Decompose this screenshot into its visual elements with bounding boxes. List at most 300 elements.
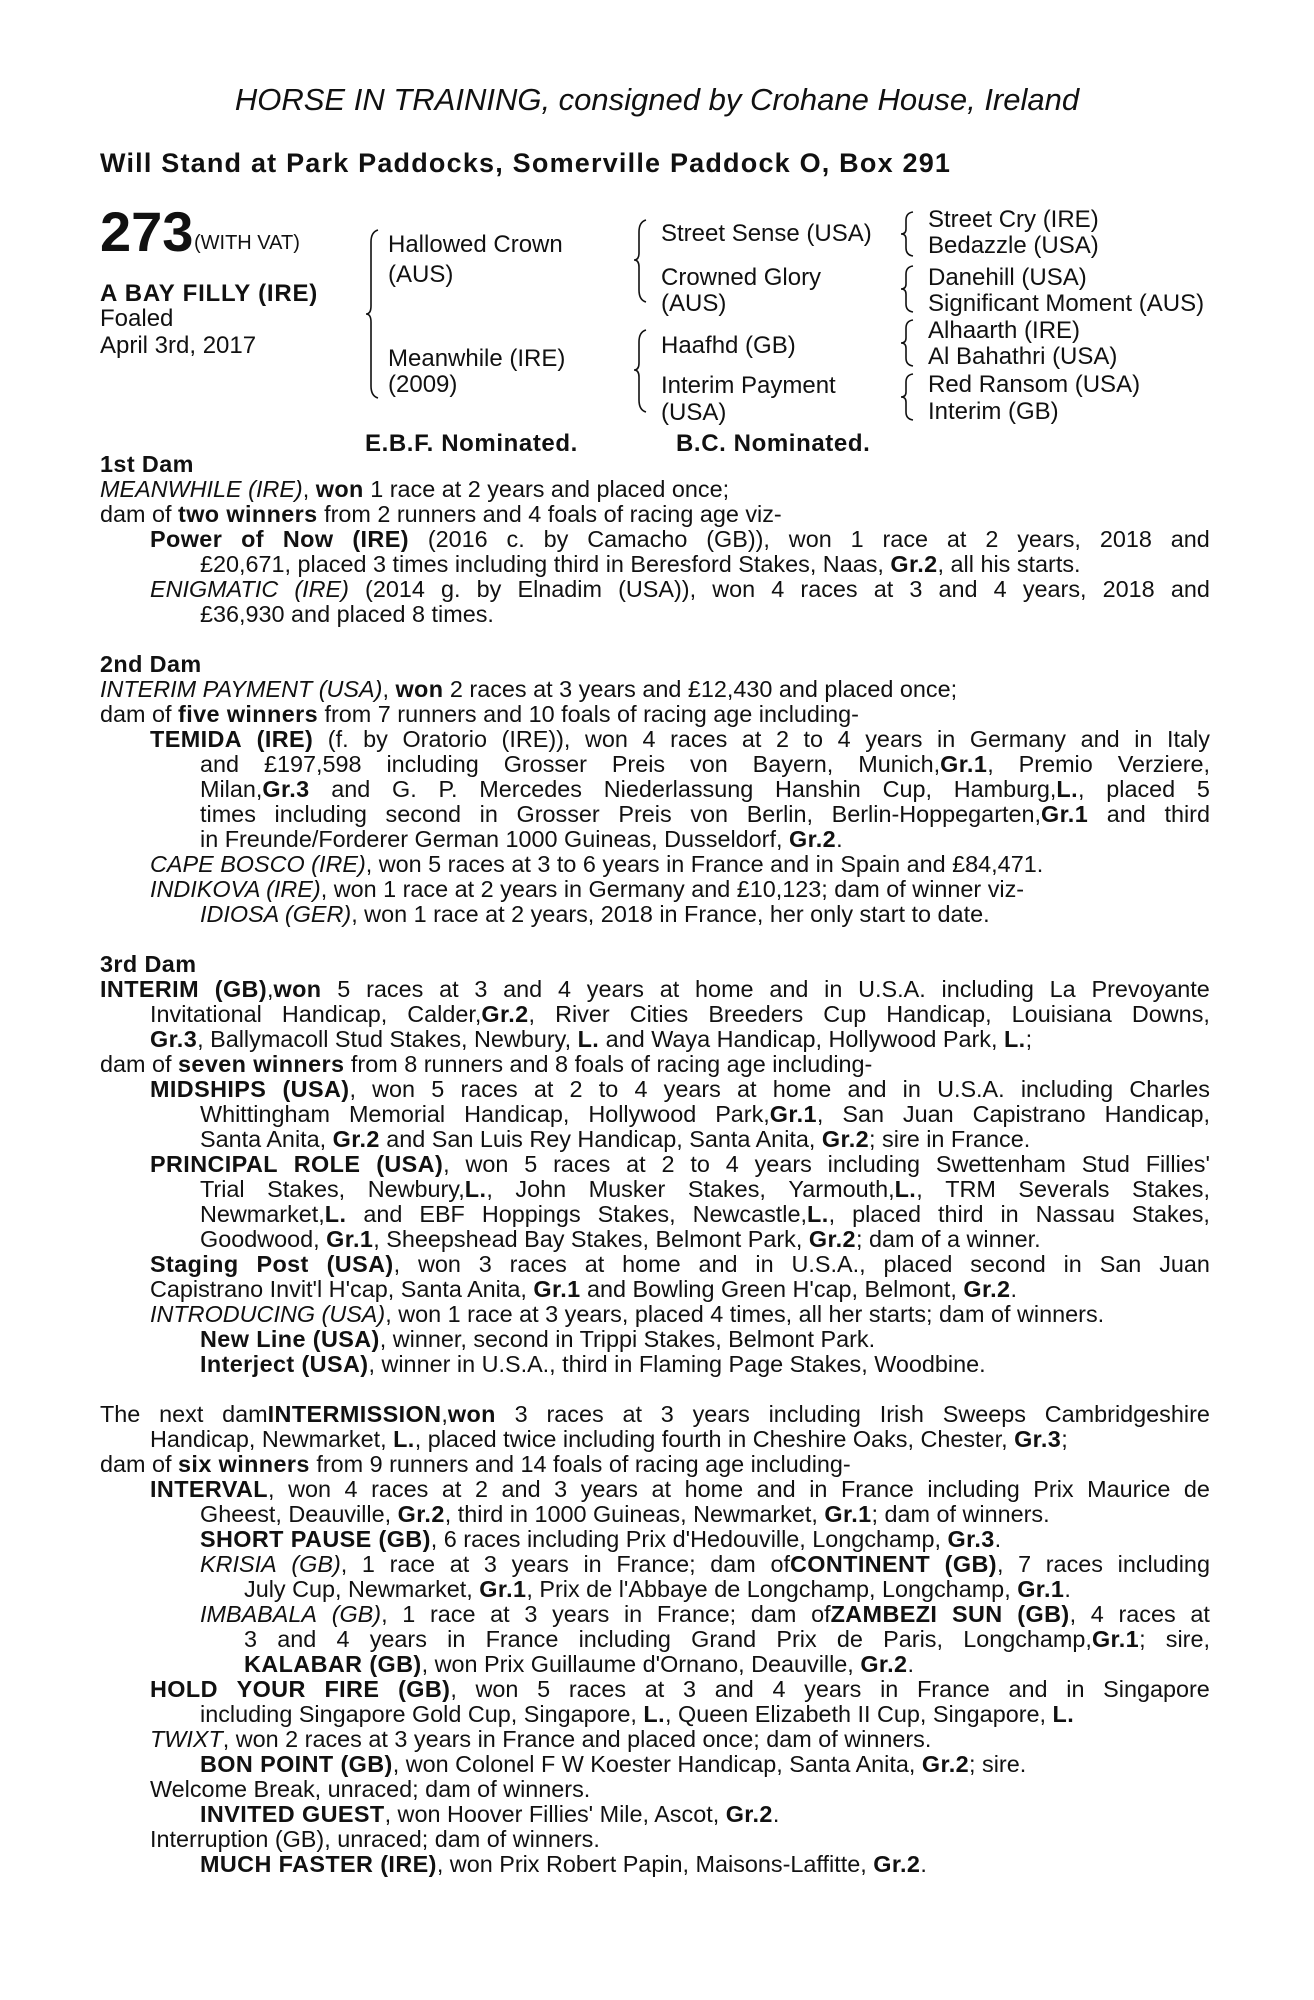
text-line bbox=[100, 977, 1210, 1003]
text-word: at bbox=[659, 976, 680, 1002]
text-word: 2 bbox=[985, 526, 999, 552]
word-group bbox=[770, 1552, 930, 1578]
word-group bbox=[792, 1252, 866, 1278]
text-word: at bbox=[490, 1601, 510, 1627]
word-group bbox=[851, 527, 864, 553]
text-word: , bbox=[916, 1176, 923, 1202]
text-word: won bbox=[584, 726, 628, 752]
word-group bbox=[788, 1177, 922, 1203]
text-word: 1 bbox=[402, 1601, 416, 1627]
word-group bbox=[598, 1202, 676, 1228]
word-group bbox=[363, 727, 388, 753]
text-line bbox=[100, 477, 1210, 503]
text-word: Stakes, bbox=[267, 1176, 346, 1202]
text-word: Cup bbox=[823, 1001, 867, 1027]
word-group bbox=[291, 1552, 347, 1578]
word-group bbox=[583, 1552, 601, 1578]
text-word: home bbox=[622, 1251, 681, 1277]
word-group bbox=[370, 1627, 427, 1653]
foaled-label: Foaled bbox=[100, 305, 174, 332]
text-run: and San Luis Rey Handicap, Santa Anita, bbox=[379, 1126, 822, 1152]
word-group bbox=[1018, 1177, 1109, 1203]
text-word: Cup, bbox=[882, 776, 932, 802]
text-word: Paris, bbox=[883, 1626, 943, 1652]
text-word: (IRE) bbox=[352, 526, 409, 552]
word-group bbox=[215, 977, 322, 1003]
text-run: , third in 1000 Guineas, Newmarket, bbox=[444, 1501, 825, 1527]
word-group bbox=[1066, 1677, 1084, 1703]
text-word: (USA)), bbox=[618, 576, 697, 602]
word-group bbox=[159, 1402, 203, 1428]
word-group bbox=[757, 1477, 796, 1503]
text-word: Prix bbox=[1033, 1476, 1074, 1502]
word-group bbox=[1118, 1602, 1175, 1628]
word-group bbox=[883, 1252, 952, 1278]
bold-text: won bbox=[395, 676, 444, 702]
text-word: , bbox=[381, 1601, 388, 1627]
text-word: at bbox=[644, 1676, 665, 1702]
word-group bbox=[479, 1252, 492, 1278]
text-word: TRM bbox=[945, 1176, 996, 1202]
bold-text: Gr.1 bbox=[1017, 1576, 1065, 1602]
word-group bbox=[1171, 527, 1210, 553]
text-word: won bbox=[788, 526, 832, 552]
word-group bbox=[257, 727, 314, 753]
sire-dam-line2: (AUS) bbox=[661, 290, 727, 317]
text-word: , bbox=[340, 1551, 348, 1577]
word-group bbox=[581, 1477, 638, 1503]
text-word: Singapore bbox=[1103, 1676, 1210, 1702]
text-word: Hanshin bbox=[775, 776, 861, 802]
text-line bbox=[200, 1227, 1210, 1253]
text-word: years bbox=[754, 1151, 812, 1177]
text-word: including bbox=[941, 976, 1034, 1002]
word-group bbox=[858, 977, 926, 1003]
text-line bbox=[150, 1002, 1210, 1028]
italic-text: INTERIM PAYMENT (USA) bbox=[100, 676, 383, 702]
text-word: The bbox=[100, 1401, 141, 1427]
text-run: Gheest, Deauville, bbox=[200, 1501, 398, 1527]
word-group bbox=[715, 1677, 754, 1703]
text-line bbox=[100, 1052, 1210, 1078]
text-word: and bbox=[363, 1201, 403, 1227]
text-word: HOLD bbox=[150, 1676, 218, 1702]
text-word: Handicap, bbox=[1104, 1101, 1210, 1127]
text-word: Sweeps bbox=[942, 1401, 1026, 1427]
text-word: (f. bbox=[327, 726, 349, 752]
text-word: and bbox=[938, 576, 978, 602]
word-group bbox=[1000, 1202, 1018, 1228]
text-word: Musker bbox=[588, 1176, 666, 1202]
text-word: (GB) bbox=[398, 1676, 451, 1702]
word-group bbox=[222, 1402, 496, 1428]
word-group bbox=[841, 1477, 914, 1503]
text-word: ENIGMATIC bbox=[150, 576, 279, 602]
word-group bbox=[1045, 1402, 1210, 1428]
text-word: L. bbox=[807, 1201, 829, 1227]
word-group bbox=[710, 1552, 756, 1578]
text-word: including bbox=[768, 1401, 861, 1427]
word-group bbox=[626, 1152, 646, 1178]
word-group bbox=[726, 1152, 739, 1178]
word-group bbox=[1082, 1152, 1130, 1178]
word-group bbox=[690, 752, 728, 778]
word-group bbox=[267, 1177, 345, 1203]
text-word: L. bbox=[1056, 776, 1079, 802]
word-group bbox=[883, 777, 932, 803]
text-word: in bbox=[937, 726, 956, 752]
bold-text: Gr.1 bbox=[326, 1226, 374, 1252]
word-group bbox=[664, 1077, 721, 1103]
word-group bbox=[1164, 802, 1210, 828]
word-group bbox=[695, 977, 754, 1003]
text-word: (USA) bbox=[326, 1251, 394, 1277]
text-word: race bbox=[389, 1551, 436, 1577]
sss: Street Cry (IRE) bbox=[928, 206, 1099, 233]
word-group bbox=[1087, 1477, 1170, 1503]
text-word: Handicap, bbox=[464, 1101, 570, 1127]
text-word: (2014 bbox=[365, 576, 425, 602]
word-group bbox=[398, 1677, 457, 1703]
text-word: dam bbox=[222, 1401, 268, 1427]
text-word: in bbox=[583, 1551, 602, 1577]
text-word: Elnadim bbox=[517, 576, 602, 602]
ebf-nomination: E.B.F. Nominated. bbox=[365, 430, 578, 457]
text-word: including bbox=[1117, 1551, 1210, 1577]
text-run: in Freunde/Forderer German 1000 Guineas, Dusseldorf, bbox=[200, 826, 789, 852]
text-word: in bbox=[447, 1626, 466, 1652]
text-word: 4 bbox=[336, 1626, 350, 1652]
text-line bbox=[200, 1752, 1210, 1778]
word-group bbox=[477, 577, 502, 603]
bold-text: 2nd Dam bbox=[100, 651, 202, 677]
text-word: INTERIM bbox=[100, 976, 199, 1002]
text-line bbox=[200, 1702, 1210, 1728]
text-word: races bbox=[553, 1151, 611, 1177]
text-word: won bbox=[447, 1401, 496, 1427]
word-group bbox=[502, 727, 571, 753]
text-word: second bbox=[970, 1251, 1046, 1277]
word-group bbox=[645, 1677, 665, 1703]
text-word: Hoppings bbox=[481, 1201, 581, 1227]
text-line bbox=[200, 802, 1210, 828]
word-group bbox=[1021, 1077, 1113, 1103]
text-word: U.S.A., bbox=[791, 1251, 866, 1277]
word-group bbox=[747, 802, 813, 828]
text-word: Trial bbox=[200, 1176, 245, 1202]
word-group bbox=[776, 727, 789, 753]
text-word: Stakes, bbox=[1131, 1201, 1210, 1227]
text-word: in bbox=[902, 1076, 921, 1102]
dss: Alhaarth (IRE) bbox=[928, 317, 1081, 344]
text-word: races bbox=[568, 1676, 627, 1702]
text-word: home bbox=[772, 1076, 832, 1102]
text-word: Stakes, bbox=[1131, 1176, 1210, 1202]
word-group bbox=[507, 527, 525, 553]
text-word: (IRE)), bbox=[501, 726, 571, 752]
text-word: Irish bbox=[879, 1401, 924, 1427]
sire-origin: (AUS) bbox=[388, 261, 454, 288]
text-word: years bbox=[692, 1401, 750, 1427]
word-group bbox=[1184, 1477, 1210, 1503]
word-group bbox=[517, 577, 602, 603]
word-group bbox=[699, 1252, 738, 1278]
text-run: , bbox=[302, 476, 316, 502]
word-group bbox=[1167, 727, 1210, 753]
word-group bbox=[1190, 1602, 1210, 1628]
text-word: San bbox=[1099, 1251, 1142, 1277]
word-group bbox=[599, 1077, 619, 1103]
text-line bbox=[200, 1102, 1210, 1128]
word-group bbox=[1129, 1077, 1210, 1103]
word-group bbox=[200, 1102, 330, 1128]
text-line bbox=[150, 1427, 1210, 1453]
word-group bbox=[938, 1202, 984, 1228]
text-line bbox=[150, 577, 1210, 603]
ddd: Interim (GB) bbox=[928, 398, 1059, 425]
text-word: races bbox=[1045, 1551, 1103, 1577]
word-group bbox=[430, 1602, 476, 1628]
text-word: including bbox=[274, 801, 367, 827]
text-word: (2016 bbox=[427, 526, 488, 552]
word-group bbox=[510, 1252, 567, 1278]
text-word: 1 bbox=[850, 526, 864, 552]
text-word: France bbox=[917, 1676, 990, 1702]
text-word: von bbox=[690, 801, 729, 827]
text-word: Post bbox=[256, 1251, 309, 1277]
word-group bbox=[200, 1602, 317, 1628]
text-run: dam of bbox=[100, 501, 179, 527]
word-group bbox=[439, 977, 459, 1003]
word-group bbox=[616, 1552, 695, 1578]
word-group bbox=[755, 1252, 773, 1278]
word-group bbox=[1132, 1002, 1210, 1028]
word-group bbox=[1103, 1677, 1210, 1703]
word-group bbox=[100, 977, 199, 1003]
text-word: , bbox=[987, 751, 994, 777]
word-group bbox=[585, 727, 628, 753]
text-run: , won 1 race at 3 years, placed 4 times, all her starts; dam of winners. bbox=[385, 1301, 1105, 1327]
word-group bbox=[683, 1677, 696, 1703]
text-run: . bbox=[907, 1651, 914, 1677]
text-line bbox=[200, 1602, 1210, 1628]
text-word: at bbox=[1190, 1601, 1210, 1627]
word-group bbox=[874, 577, 894, 603]
word-group bbox=[1036, 1202, 1115, 1228]
text-run: , winner, second in Trippi Stakes, Belmont Park. bbox=[379, 1326, 876, 1352]
text-word: 4 bbox=[642, 726, 656, 752]
word-group bbox=[288, 1477, 331, 1503]
text-word: won bbox=[372, 1076, 416, 1102]
word-group bbox=[390, 1552, 436, 1578]
text-run: , all his starts. bbox=[937, 551, 1081, 577]
text-word: Invitational bbox=[150, 1001, 262, 1027]
text-word: races bbox=[366, 976, 424, 1002]
text-word: 3 bbox=[554, 1476, 568, 1502]
word-group bbox=[1103, 577, 1155, 603]
word-group bbox=[504, 752, 587, 778]
text-run: Capistrano Invit'l H'cap, Santa Anita, bbox=[150, 1276, 534, 1302]
text-word: including bbox=[578, 1626, 671, 1652]
text-word: in bbox=[824, 976, 843, 1002]
text-run: ; sire in France. bbox=[869, 1126, 1031, 1152]
text-run: , won 1 race at 2 years, 2018 in France, her only start to date. bbox=[351, 901, 990, 927]
text-word: 2018 bbox=[1099, 526, 1152, 552]
text-word: years bbox=[804, 1676, 862, 1702]
text-word: U.S.A. bbox=[937, 1076, 1005, 1102]
text-word: at bbox=[737, 1076, 757, 1102]
text-word: and bbox=[847, 1076, 887, 1102]
text-word: Newmarket, bbox=[200, 1201, 325, 1227]
word-group bbox=[1091, 1602, 1104, 1628]
text-word: , bbox=[450, 1676, 457, 1702]
text-line bbox=[100, 652, 1210, 678]
text-word: years bbox=[369, 1626, 427, 1652]
bold-text: L. bbox=[393, 1426, 415, 1452]
word-group bbox=[693, 1402, 750, 1428]
text-line bbox=[200, 1852, 1210, 1878]
pedigree-bracket-ss bbox=[900, 210, 920, 258]
word-group bbox=[482, 1202, 581, 1228]
word-group bbox=[282, 1077, 355, 1103]
text-word: and bbox=[501, 1476, 541, 1502]
text-line bbox=[150, 527, 1210, 553]
text-word: by bbox=[543, 526, 569, 552]
bold-text: five winners bbox=[178, 701, 319, 727]
text-word: L. bbox=[894, 1176, 917, 1202]
text-word: Newbury, bbox=[367, 1176, 465, 1202]
text-word: 4 bbox=[772, 1676, 786, 1702]
word-group bbox=[1017, 1602, 1076, 1628]
word-group bbox=[936, 1152, 1066, 1178]
text-word: 4 bbox=[344, 1476, 358, 1502]
word-group bbox=[886, 1002, 991, 1028]
word-group bbox=[150, 1152, 278, 1178]
bold-text: KALABAR (GB) bbox=[244, 1651, 422, 1677]
text-run: Interruption (GB), unraced; dam of winners. bbox=[150, 1826, 600, 1852]
text-word: won bbox=[712, 576, 756, 602]
pedigree-bracket-sire bbox=[633, 218, 653, 304]
text-run: ; dam of a winner. bbox=[855, 1226, 1041, 1252]
text-word: Severals bbox=[1018, 1176, 1110, 1202]
dam-sire: Haafhd (GB) bbox=[661, 332, 796, 359]
text-word: 2 bbox=[775, 726, 789, 752]
word-group bbox=[419, 1202, 465, 1228]
text-word: , bbox=[267, 976, 274, 1002]
text-word: 5 bbox=[337, 976, 351, 1002]
word-group bbox=[546, 1402, 603, 1428]
text-word: Handicap, bbox=[281, 1001, 388, 1027]
word-group bbox=[1106, 777, 1175, 803]
word-group bbox=[947, 527, 967, 553]
word-group bbox=[937, 727, 955, 753]
word-group bbox=[657, 1602, 736, 1628]
word-group bbox=[909, 577, 922, 603]
word-group bbox=[1017, 527, 1081, 553]
bold-text: L. bbox=[1052, 1701, 1075, 1727]
text-line bbox=[150, 1477, 1210, 1503]
text-line bbox=[200, 602, 1210, 628]
text-run: from 7 runners and 10 foals of racing age including- bbox=[318, 701, 859, 727]
word-group bbox=[823, 1002, 866, 1028]
text-word: TEMIDA bbox=[150, 726, 243, 752]
text-word: 4 bbox=[837, 726, 851, 752]
word-group bbox=[402, 727, 487, 753]
word-group bbox=[618, 577, 696, 603]
text-word: years, bbox=[1017, 526, 1081, 552]
word-group bbox=[670, 727, 727, 753]
text-run: . bbox=[1064, 1576, 1071, 1602]
text-word: 5 bbox=[1196, 776, 1210, 802]
text-word: France bbox=[485, 1626, 559, 1652]
text-run: 2 races at 3 years and £12,430 and placed once; bbox=[443, 676, 958, 702]
pedigree-bracket-ds bbox=[900, 318, 920, 368]
text-word: 3 bbox=[483, 1551, 497, 1577]
bold-text: L. bbox=[1003, 1026, 1026, 1052]
text-line bbox=[200, 1202, 1210, 1228]
word-group bbox=[618, 802, 671, 828]
text-word: Grosser bbox=[503, 751, 587, 777]
text-word: Longchamp, bbox=[963, 1626, 1092, 1652]
word-group bbox=[622, 1402, 642, 1428]
bold-text: MUCH FASTER (IRE) bbox=[200, 1851, 437, 1877]
text-word: sire, bbox=[1165, 1626, 1210, 1652]
text-word: KRISIA bbox=[200, 1551, 277, 1577]
text-word: de bbox=[1183, 1476, 1210, 1502]
word-group bbox=[256, 1252, 308, 1278]
text-run: including Singapore Gold Cup, Singapore, bbox=[200, 1701, 644, 1727]
text-line bbox=[150, 727, 1210, 753]
sire-name: Hallowed Crown bbox=[388, 231, 563, 258]
text-word: Mercedes bbox=[479, 776, 582, 802]
text-line bbox=[150, 852, 1210, 878]
text-word: , bbox=[486, 1176, 493, 1202]
text-word: YOUR bbox=[236, 1676, 306, 1702]
word-group bbox=[772, 1677, 785, 1703]
bold-text: Gr.3 bbox=[1014, 1426, 1062, 1452]
text-word: including bbox=[1020, 1076, 1114, 1102]
word-group bbox=[952, 1602, 1003, 1628]
text-word: Berlin, bbox=[746, 801, 813, 827]
text-word: and bbox=[503, 976, 543, 1002]
text-word: Munich, bbox=[858, 751, 941, 777]
text-word: Gr.1 bbox=[769, 1101, 817, 1127]
text-run: . bbox=[772, 1801, 780, 1827]
word-group bbox=[809, 1477, 827, 1503]
text-run: , Queen Elizabeth II Cup, Singapore, bbox=[665, 1701, 1053, 1727]
text-run: , won Colonel F W Koester Handicap, Santa Anita, bbox=[392, 1751, 922, 1777]
text-run: , Prix de l'Abbaye de Longchamp, Longchamp, bbox=[526, 1576, 1018, 1602]
text-word: races bbox=[800, 576, 858, 602]
word-group bbox=[883, 527, 929, 553]
text-word: Camacho bbox=[587, 526, 688, 552]
text-word: 5 bbox=[431, 1076, 445, 1102]
italic-text: IDIOSA (GER) bbox=[200, 901, 352, 927]
text-word: (GB) bbox=[944, 1551, 997, 1577]
italic-text: INTRODUCING (USA) bbox=[150, 1301, 386, 1327]
text-line bbox=[150, 1277, 1210, 1303]
text-line bbox=[200, 1327, 1210, 1353]
word-group bbox=[441, 577, 461, 603]
word-group bbox=[294, 1152, 361, 1178]
bold-text: Gr.3 bbox=[150, 1026, 198, 1052]
word-group bbox=[241, 527, 264, 553]
text-run: , won 5 races at 3 to 6 years in France and in Spain and £84,471. bbox=[365, 851, 1044, 877]
word-group bbox=[100, 1402, 140, 1428]
word-group bbox=[237, 1677, 306, 1703]
text-word: 3 bbox=[683, 1676, 697, 1702]
word-group bbox=[579, 1627, 671, 1653]
